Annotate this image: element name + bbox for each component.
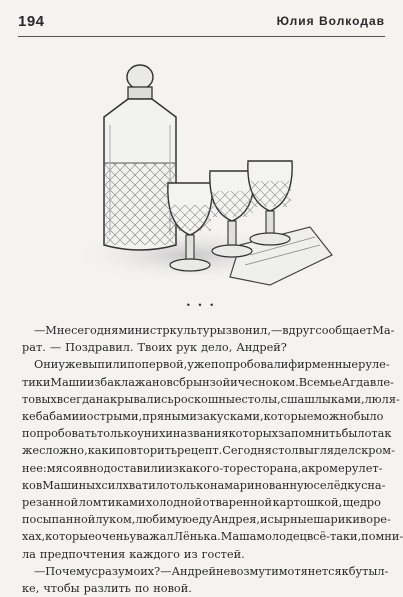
text-line: попробовать только у них и названия которых запомнить было так bbox=[22, 427, 392, 441]
text-line: ке, чтобы разлить по новой. bbox=[22, 582, 192, 596]
running-head-author: Юлия Волкодав bbox=[276, 14, 385, 28]
text-line: хах, которые очень уважал Лёнька. Маша молодец всё-таки, помни- bbox=[22, 530, 403, 544]
page-number: 194 bbox=[18, 13, 45, 30]
text-line: ков Машиных сил хватило только на маринованную селёдку с на- bbox=[22, 478, 386, 492]
text-line: — Мне сегодня министр культуры звонил, — вдруг сообщает Ма- bbox=[34, 324, 395, 337]
text-line: товых всегда накрывались роскошные столы, с шашлыками, люля- bbox=[22, 392, 400, 406]
text-line: ла предпочтения каждого из гостей. bbox=[22, 547, 245, 561]
section-ornament: • • • bbox=[186, 300, 217, 310]
page-header bbox=[18, 13, 385, 35]
text-line: Они уже выпили по первой, уже попробовали фирменные руле- bbox=[34, 358, 390, 372]
text-line: резанной ломтиками холодной отваренной картошкой, щедро bbox=[22, 496, 381, 510]
text-line: — Почему сразу моих? — Андрей невозмутимо тянется к бутыл- bbox=[34, 564, 389, 578]
body-text bbox=[22, 322, 403, 597]
header-rule bbox=[18, 36, 385, 37]
text-line: кебабами и острыми, пряными закусками, которые можно было bbox=[22, 410, 384, 424]
text-line: нее: мясо явно доставили из какого-то ресторана, а кроме рулет- bbox=[22, 461, 383, 475]
text-line: же сложно, как и повторить рецепт. Сегодня стол выглядел скром- bbox=[22, 444, 395, 458]
decanter-and-glasses-illustration bbox=[70, 55, 350, 300]
text-line: тики Маши из баклажанов с брынзой и чесноком. В семье Агдавле- bbox=[22, 375, 394, 389]
text-line: посыпанной луком, любимую еду Андрея, и сырные шарики в оре- bbox=[22, 513, 391, 527]
decanter bbox=[104, 65, 176, 250]
text-line: рат. — Поздравил. Твоих рук дело, Андрей? bbox=[22, 341, 287, 355]
